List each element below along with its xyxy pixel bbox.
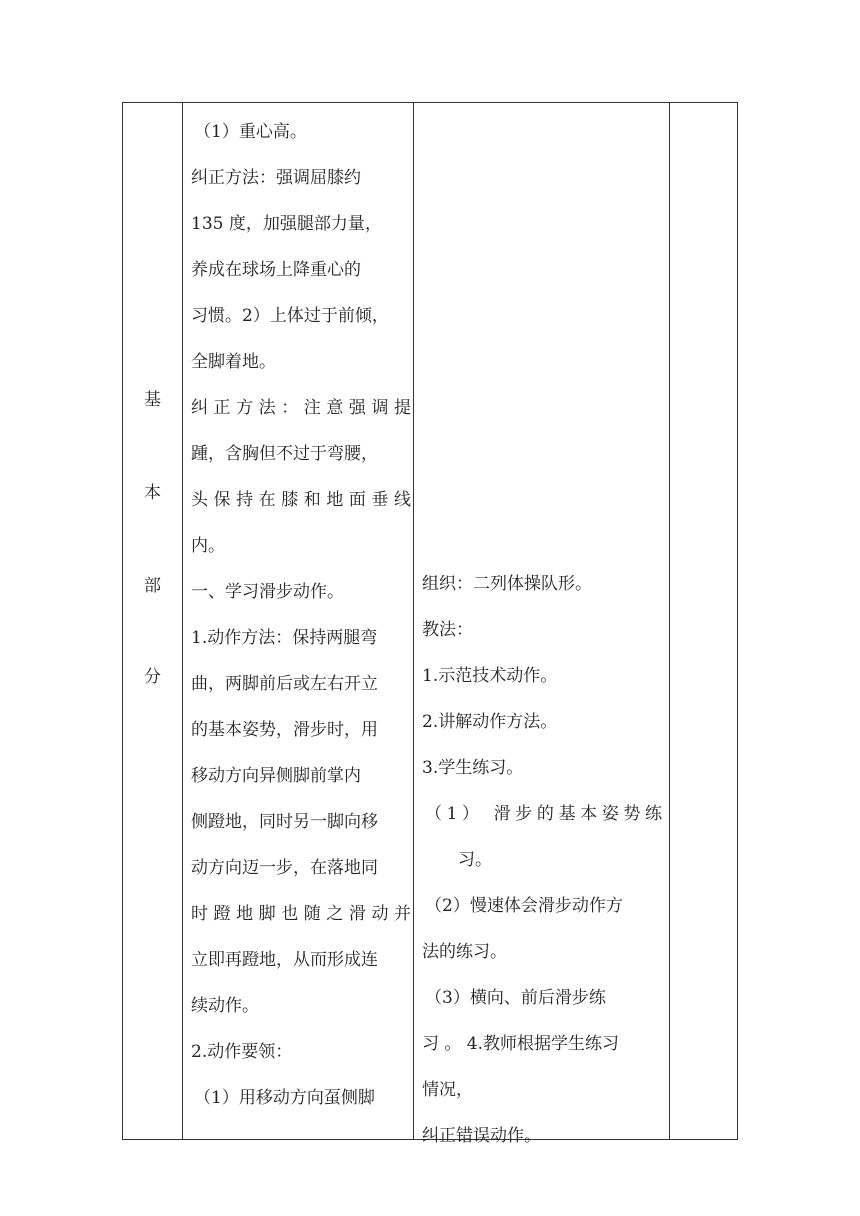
lesson-plan-table (122, 102, 738, 1146)
method-line: 情况， (422, 1080, 473, 1100)
section-label-char: 基 (144, 390, 161, 410)
content-line: 动方向迈一步，在落地同 (191, 858, 378, 878)
content-line: 一、学习滑步动作。 (191, 582, 344, 602)
method-line: （3）横向、前后滑步练 (425, 988, 606, 1008)
content-line: 曲，两脚前后或左右开立 (191, 674, 378, 694)
section-label-char: 部 (144, 576, 161, 596)
content-line: 头保持在膝和地面垂线 (191, 490, 411, 510)
method-line: 习。 (458, 850, 492, 870)
method-line: 纠正错误动作。 (422, 1126, 541, 1146)
method-line: （2）慢速体会滑步动作方 (425, 896, 623, 916)
column-divider (669, 103, 670, 1139)
method-line: 习 。 4.教师根据学生练习 (422, 1034, 620, 1054)
column-divider (413, 103, 414, 1139)
content-line: 习惯。2）上体过于前倾， (191, 306, 389, 326)
content-line: 的基本姿势，滑步时，用 (191, 720, 378, 740)
content-line: 侧蹬地，同时另一脚向移 (191, 812, 378, 832)
content-line: 纠正方法：强调屈膝约 (191, 168, 361, 188)
section-label-char: 本 (144, 483, 161, 503)
section-label-char: 分 (144, 667, 161, 687)
content-line: 移动方向异侧脚前掌内 (191, 766, 361, 786)
method-line: 法的练习。 (422, 942, 507, 962)
content-line: 全脚着地。 (191, 352, 276, 372)
content-line: 踵，含胸但不过于弯腰， (191, 444, 378, 464)
method-line: 教法： (422, 620, 473, 640)
content-line: 立即再蹬地，从而形成连 (191, 950, 378, 970)
method-line: 1.示范技术动作。 (422, 666, 558, 686)
method-line: 2.讲解动作方法。 (422, 712, 558, 732)
content-line: （1）用移动方向虿侧脚 (194, 1088, 375, 1108)
content-line: 养成在球场上降重心的 (191, 260, 361, 280)
content-line: 时蹬地脚也随之滑动并 (191, 904, 411, 924)
column-divider (182, 103, 183, 1139)
content-column (191, 109, 411, 1121)
content-line: （1）重心高。 (194, 122, 307, 142)
content-line: 纠正方法：注意强调提 (191, 398, 411, 418)
content-line: 135 度，加强腿部力量， (191, 214, 382, 234)
content-line: 续动作。 (191, 996, 259, 1016)
content-line: 2.动作要领： (191, 1042, 293, 1062)
content-line: 内。 (191, 536, 225, 556)
method-column (422, 561, 662, 1159)
method-line: 组织：二列体操队形。 (422, 574, 592, 594)
method-line: 3.学生练习。 (422, 758, 524, 778)
content-line: 1.动作方法：保持两腿弯 (191, 628, 378, 648)
method-line: （1） 滑步的基本姿势练 (425, 804, 662, 824)
